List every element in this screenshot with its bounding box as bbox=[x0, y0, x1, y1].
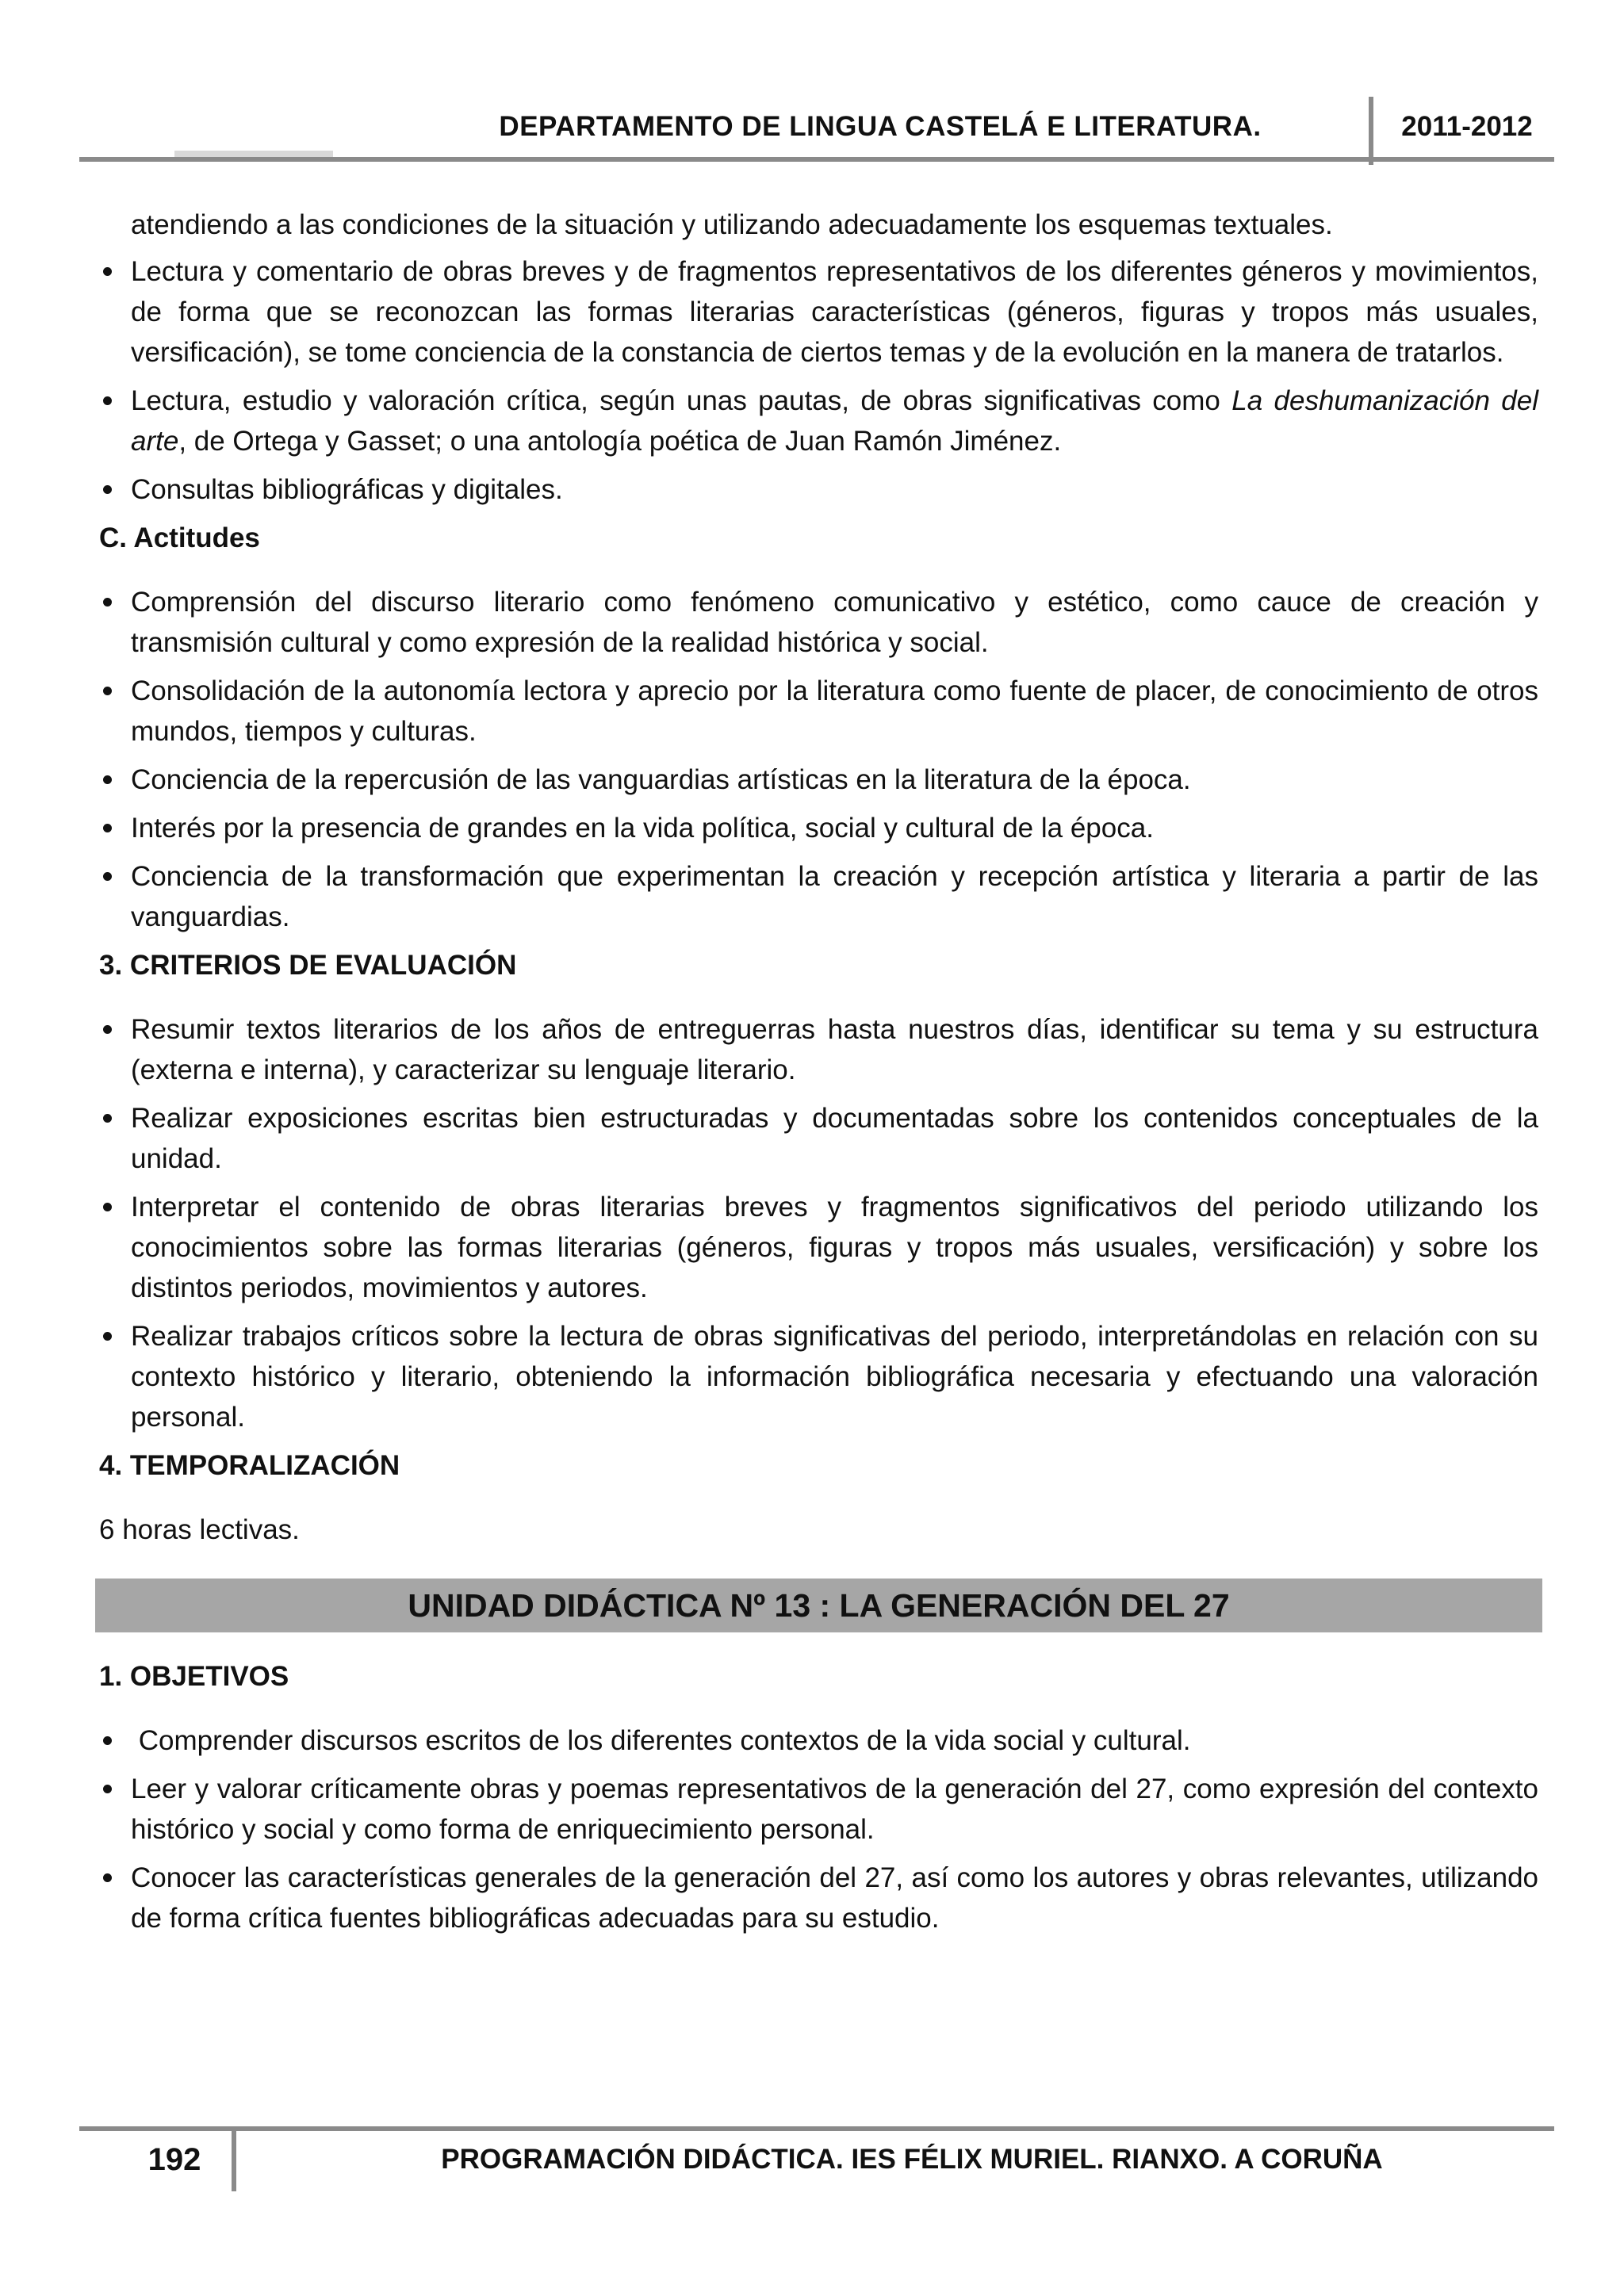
continuation-text: atendiendo a las condiciones de la situación y utilizando adecuadamente los esquemas textuales. bbox=[131, 209, 1333, 240]
objectives-list bbox=[99, 1720, 1538, 1938]
bullet-icon bbox=[103, 1873, 112, 1882]
list-item: Leer y valorar críticamente obras y poemas representativos de la generación del 27, como expresión del contexto histórico y social y como forma de enriquecimiento personal. bbox=[99, 1769, 1538, 1850]
bullet-icon bbox=[103, 1736, 112, 1745]
bullet-icon bbox=[103, 1114, 112, 1123]
bullet-icon bbox=[103, 824, 112, 832]
bullet-icon bbox=[103, 1332, 112, 1341]
list-item: Lectura, estudio y valoración crítica, según unas pautas, de obras significativas como La deshumanización del arte, de Ortega y Gasset; o una antología poética de Juan Ramón Jiménez. bbox=[99, 381, 1538, 461]
bullet-icon bbox=[103, 485, 112, 494]
department-title: DEPARTAMENTO DE LINGUA CASTELÁ E LITERATURA. bbox=[499, 111, 1262, 142]
criteria-list bbox=[99, 1009, 1538, 1437]
list-item: Realizar exposiciones escritas bien estructuradas y documentadas sobre los contenidos conceptuales de la unidad. bbox=[99, 1098, 1538, 1179]
page-header bbox=[79, 0, 1554, 166]
bullet-icon bbox=[103, 775, 112, 784]
list-item: Conocer las características generales de la generación del 27, así como los autores y obras relevantes, utilizando de forma crítica fuentes bibliográficas adecuadas para su estudio. bbox=[99, 1858, 1538, 1938]
list-item: Resumir textos literarios de los años de entreguerras hasta nuestros días, identificar su tema y su estructura (externa e interna), y caracterizar su lenguaje literario. bbox=[99, 1009, 1538, 1090]
criteria-heading: 3. CRITERIOS DE EVALUACIÓN bbox=[99, 950, 517, 981]
bullet-icon bbox=[103, 267, 112, 276]
bullet-icon bbox=[103, 396, 112, 405]
bullet-icon bbox=[103, 1025, 112, 1034]
timing-text: 6 horas lectivas. bbox=[99, 1514, 300, 1545]
list-item: Conciencia de la repercusión de las vanguardias artísticas en la literatura de la época. bbox=[99, 760, 1538, 800]
attitudes-list bbox=[99, 582, 1538, 937]
header-rule bbox=[79, 157, 1554, 162]
procedures-list bbox=[99, 251, 1538, 510]
list-item: Comprensión del discurso literario como fenómeno comunicativo y estético, como cauce de creación y transmisión cultural y como expresión de la realidad histórica y social. bbox=[99, 582, 1538, 663]
bullet-icon bbox=[103, 598, 112, 607]
footer-text: PROGRAMACIÓN DIDÁCTICA. IES FÉLIX MURIEL. RIANXO. A CORUÑA bbox=[441, 2144, 1383, 2175]
list-item: Consolidación de la autonomía lectora y aprecio por la literatura como fuente de placer, de conocimiento de otros mundos, tiempos y culturas. bbox=[99, 671, 1538, 752]
footer-divider bbox=[232, 2130, 236, 2191]
bullet-icon bbox=[103, 1203, 112, 1211]
list-item: Comprender discursos escritos de los diferentes contextos de la vida social y cultural. bbox=[99, 1720, 1538, 1761]
list-item: Realizar trabajos críticos sobre la lectura de obras significativas del periodo, interpretándolas en relación con su contexto histórico y literario, obteniendo la información bibliográfica necesaria y efectuando una valoración personal. bbox=[99, 1316, 1538, 1437]
header-divider bbox=[1369, 97, 1373, 165]
reading-item-text: Lectura, estudio y valoración crítica, según unas pautas, de obras significativas como bbox=[131, 385, 1232, 416]
bullet-icon bbox=[103, 872, 112, 881]
objectives-heading: 1. OBJETIVOS bbox=[99, 1661, 289, 1692]
bullet-icon bbox=[103, 687, 112, 695]
timing-heading: 4. TEMPORALIZACIÓN bbox=[99, 1450, 400, 1481]
bullet-icon bbox=[103, 1785, 112, 1793]
book-title: La deshumanización del arte bbox=[131, 385, 1538, 457]
attitudes-heading: C. Actitudes bbox=[99, 522, 260, 553]
footer-rule bbox=[79, 2126, 1554, 2131]
unit-title-banner: UNIDAD DIDÁCTICA Nº 13 : LA GENERACIÓN DEL 27 bbox=[95, 1578, 1542, 1632]
list-item: Conciencia de la transformación que experimentan la creación y recepción artística y literaria a partir de las vanguardias. bbox=[99, 856, 1538, 937]
page-number: 192 bbox=[147, 2142, 201, 2177]
school-year: 2011-2012 bbox=[1401, 111, 1533, 142]
header-decoration bbox=[174, 151, 333, 157]
list-item: Interpretar el contenido de obras literarias breves y fragmentos significativos del periodo utilizando los conocimientos sobre las formas literarias (géneros, figuras y tropos más usuales, versificación) y sobre los distintos periodos, movimientos y autores. bbox=[99, 1187, 1538, 1308]
list-item: Consultas bibliográficas y digitales. bbox=[99, 469, 1538, 510]
list-item: Interés por la presencia de grandes en la vida política, social y cultural de la época. bbox=[99, 808, 1538, 848]
page-content bbox=[99, 205, 1538, 1946]
list-item: Lectura y comentario de obras breves y de fragmentos representativos de los diferentes géneros y movimientos, de forma que se reconozcan las formas literarias características (géneros, figuras y tropos más usuales, versificación), se tome conciencia de la constancia de ciertos temas y de la evolución en la manera de tratarlos. bbox=[99, 251, 1538, 373]
page-footer bbox=[79, 2118, 1554, 2214]
